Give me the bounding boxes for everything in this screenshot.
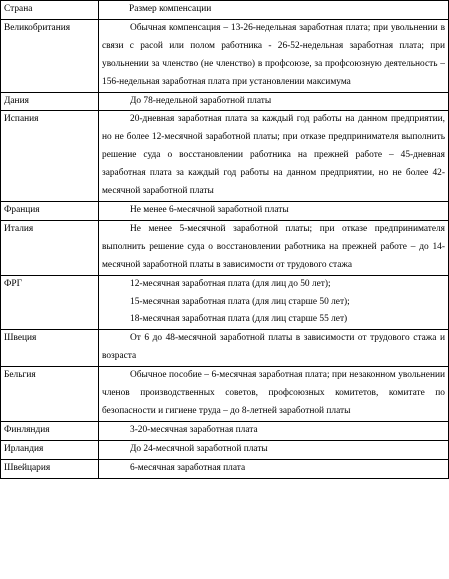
- country-cell: Швеция: [1, 330, 99, 367]
- header-country: Страна: [1, 1, 99, 20]
- table-row: [1, 220, 449, 275]
- compensation-cell: [99, 275, 449, 330]
- compensation-cell: 3-20-месячная заработная плата: [99, 421, 449, 440]
- country-cell: Франция: [1, 201, 99, 220]
- table-row: [1, 440, 449, 459]
- compensation-cell: Не менее 5-месячной заработной платы; при отказе предпринимателя выполнить решение суда о восстановлении работника на прежней работе – до 14-месячной заработной платы в зависимости от трудового стажа: [99, 220, 449, 275]
- country-cell: Италия: [1, 220, 99, 275]
- table-row: [1, 275, 449, 330]
- table-row: [1, 367, 449, 422]
- compensation-cell: 6-месячная заработная плата: [99, 459, 449, 478]
- table-row: [1, 330, 449, 367]
- country-cell: Великобритания: [1, 19, 99, 92]
- country-cell: Ирландия: [1, 440, 99, 459]
- compensation-cell: Не менее 6-месячной заработной платы: [99, 201, 449, 220]
- compensation-cell: От 6 до 48-месячной заработной платы в зависимости от трудового стажа и возраста: [99, 330, 449, 367]
- compensation-cell: До 78-недельной заработной платы: [99, 92, 449, 111]
- compensation-line: 18-месячная заработная плата (для лиц старше 55 лет): [130, 314, 348, 325]
- table-row: [1, 421, 449, 440]
- table-row: [1, 111, 449, 202]
- table-row: [1, 92, 449, 111]
- compensation-cell: Обычная компенсация – 13-26-недельная заработная плата; при увольнении в связи с расой или полом работника - 26-52-недельная заработная плата; при увольнении за членство (не членство) в профсоюзе, за профсоюзную деятельность – 156-недельная заработная плата при установлении максимума: [99, 19, 449, 92]
- compensation-cell: До 24-месячной заработной платы: [99, 440, 449, 459]
- country-cell: Дания: [1, 92, 99, 111]
- compensation-line: 12-месячная заработная плата (для лиц до 50 лет);: [130, 278, 331, 289]
- table-row: [1, 201, 449, 220]
- country-cell: ФРГ: [1, 275, 99, 330]
- country-cell: Испания: [1, 111, 99, 202]
- compensation-line: 15-месячная заработная плата (для лиц старше 50 лет);: [130, 296, 350, 307]
- country-cell: Бельгия: [1, 367, 99, 422]
- table-header-row: [1, 1, 449, 20]
- table-row: [1, 459, 449, 478]
- compensation-cell: 20-дневная заработная плата за каждый год работы на данном предприятии, но не более 12-месячной заработной платы; при отказе предпринимателя выполнить решение суда о восстановлении работника на прежней работе – 45-дневная заработная плата за каждый год работы на данном предприятии, но не более 42-месячной заработной платы: [99, 111, 449, 202]
- country-cell: Финляндия: [1, 421, 99, 440]
- country-cell: Швейцария: [1, 459, 99, 478]
- table-row: [1, 19, 449, 92]
- header-compensation: Размер компенсации: [99, 1, 449, 20]
- compensation-cell: Обычное пособие – 6-месячная заработная плата; при незаконном увольнении членов производственных советов, профсоюзных комитетов, комитате по безопасности и гигиене труда – до 8-летней заработной платы: [99, 367, 449, 422]
